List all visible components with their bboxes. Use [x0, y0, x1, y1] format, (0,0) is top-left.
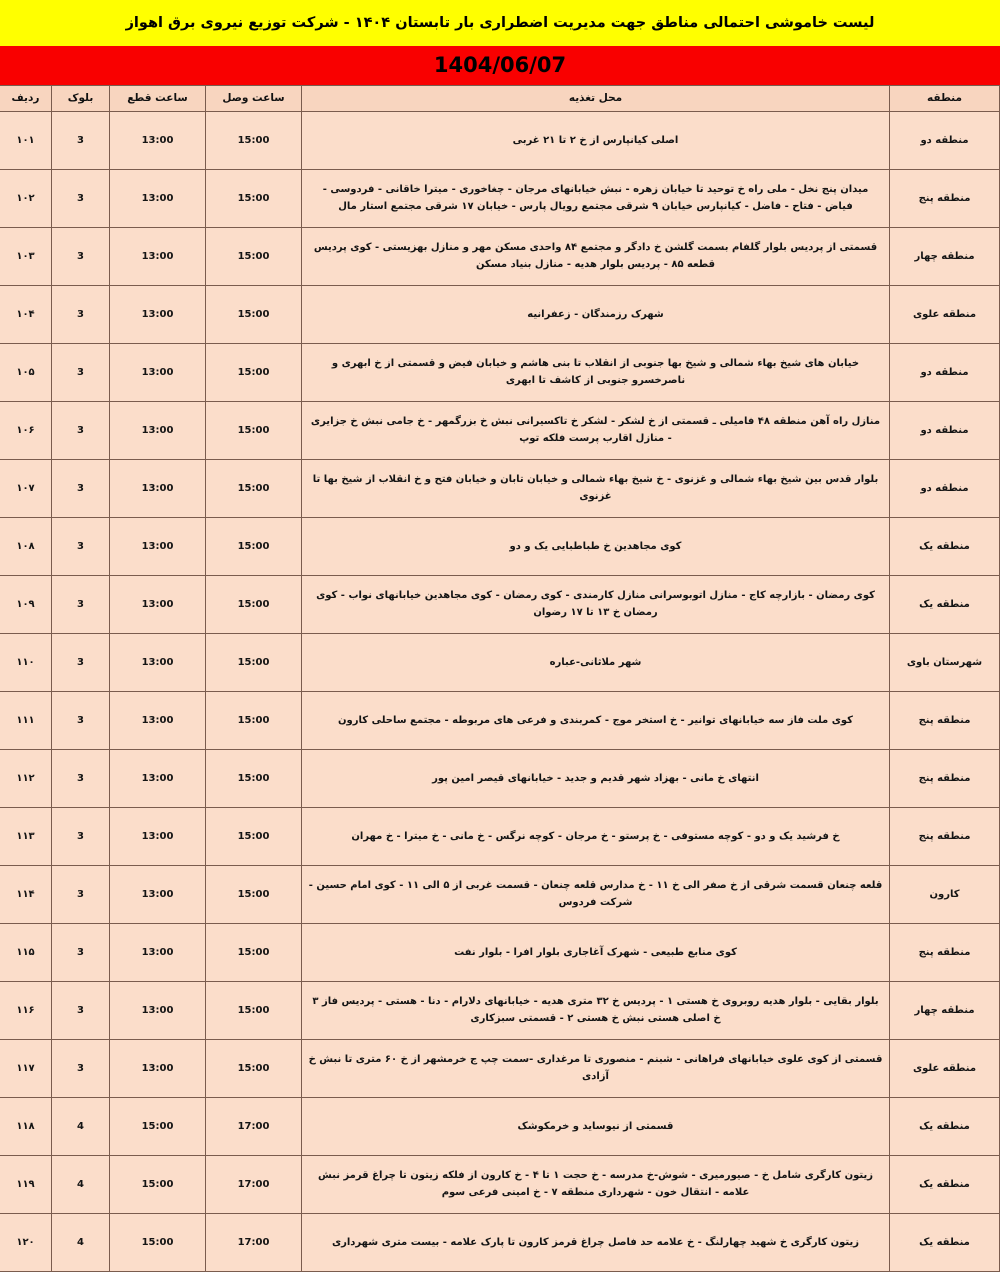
cell-radif: ۱۱۹ [0, 1155, 52, 1213]
cell-radif: ۱۰۲ [0, 169, 52, 227]
cell-ghat: 13:00 [110, 807, 206, 865]
cell-mantaghe: منطقه علوی [890, 285, 1000, 343]
cell-ghat: 13:00 [110, 633, 206, 691]
cell-ghat: 13:00 [110, 401, 206, 459]
cell-vasl: 15:00 [206, 633, 302, 691]
cell-radif: ۱۱۸ [0, 1097, 52, 1155]
cell-blok: 3 [52, 169, 110, 227]
cell-mahal: بلوار قدس بین شیخ بهاء شمالی و غزنوی - خ شیخ بهاء شمالی و خیابان تابان و خیابان فتح و خ انقلاب از شیخ بها تا غزنوی [302, 459, 890, 517]
cell-mantaghe: منطقه دو [890, 401, 1000, 459]
cell-mantaghe: منطقه پنج [890, 807, 1000, 865]
page-title: لیست خاموشی احتمالی مناطق جهت مدیریت اضطراری بار تابستان ۱۴۰۴ - شرکت توزیع نیروی برق اهواز [125, 15, 875, 31]
cell-vasl: 15:00 [206, 343, 302, 401]
column-header-blok: بلوک [52, 85, 110, 111]
schedule-date: 1404/06/07 [433, 52, 567, 77]
cell-blok: 3 [52, 575, 110, 633]
cell-radif: ۱۱۱ [0, 691, 52, 749]
cell-blok: 4 [52, 1155, 110, 1213]
cell-mantaghe: منطقه یک [890, 1155, 1000, 1213]
table-row [0, 575, 1000, 633]
table-row [0, 1097, 1000, 1155]
cell-mantaghe: منطقه یک [890, 517, 1000, 575]
cell-radif: ۱۱۷ [0, 1039, 52, 1097]
cell-mahal: شهرک رزمندگان - زعفرانیه [302, 285, 890, 343]
cell-blok: 3 [52, 1039, 110, 1097]
cell-mahal: زیتون کارگری شامل خ - صیورمیری - شوش-خ مدرسه - خ حجت ۱ تا ۴ - خ کارون از فلکه زیتون تا چراغ قرمز نبش علامه - انتقال خون - شهرداری منطقه ۷ - خ امینی فرعی سوم [302, 1155, 890, 1213]
cell-blok: 3 [52, 227, 110, 285]
cell-vasl: 15:00 [206, 1039, 302, 1097]
cell-ghat: 13:00 [110, 459, 206, 517]
cell-mantaghe: منطقه یک [890, 575, 1000, 633]
cell-mahal: خ فرشید یک و دو - کوچه مستوفی - خ پرستو - خ مرجان - کوچه نرگس - خ مانی - خ میترا - خ مهران [302, 807, 890, 865]
cell-mantaghe: منطقه یک [890, 1097, 1000, 1155]
cell-blok: 3 [52, 749, 110, 807]
cell-radif: ۱۱۰ [0, 633, 52, 691]
outage-table [0, 85, 1000, 1272]
table-row [0, 1213, 1000, 1271]
table-row [0, 111, 1000, 169]
cell-vasl: 15:00 [206, 807, 302, 865]
cell-blok: 3 [52, 285, 110, 343]
cell-mantaghe: منطقه پنج [890, 169, 1000, 227]
cell-mahal: منازل راه آهن منطقه ۴۸ فامیلی ـ قسمتی از خ لشکر - لشکر خ تاکسیرانی نبش خ بزرگمهر - خ جامی نبش خ جزایری - منازل اقارب پرست فلکه توپ [302, 401, 890, 459]
cell-ghat: 13:00 [110, 923, 206, 981]
cell-vasl: 15:00 [206, 981, 302, 1039]
table-row [0, 981, 1000, 1039]
column-header-mahal: محل تغذیه [302, 85, 890, 111]
cell-mantaghe: منطقه پنج [890, 691, 1000, 749]
cell-blok: 3 [52, 633, 110, 691]
cell-mantaghe: کارون [890, 865, 1000, 923]
cell-vasl: 15:00 [206, 401, 302, 459]
cell-vasl: 17:00 [206, 1155, 302, 1213]
cell-vasl: 15:00 [206, 691, 302, 749]
cell-radif: ۱۰۹ [0, 575, 52, 633]
cell-vasl: 17:00 [206, 1097, 302, 1155]
cell-vasl: 15:00 [206, 923, 302, 981]
cell-ghat: 15:00 [110, 1155, 206, 1213]
cell-mahal: قسمتی از پردیس بلوار گلفام بسمت گلشن خ دادگر و مجتمع ۸۴ واحدی مسکن مهر و منازل بهزیستی - کوی پردیس قطعه ۸۵ - پردیس بلوار هدیه - منازل بنیاد مسکن [302, 227, 890, 285]
cell-mahal: قلعه چنعان قسمت شرقی از خ صفر الی خ ۱۱ - خ مدارس قلعه چنعان - قسمت غربی از ۵ الی ۱۱ - کوی امام حسین - شرکت فردوس [302, 865, 890, 923]
cell-radif: ۱۱۴ [0, 865, 52, 923]
table-row [0, 459, 1000, 517]
cell-radif: ۱۲۰ [0, 1213, 52, 1271]
cell-blok: 3 [52, 111, 110, 169]
cell-vasl: 17:00 [206, 1213, 302, 1271]
cell-radif: ۱۱۵ [0, 923, 52, 981]
cell-vasl: 15:00 [206, 169, 302, 227]
cell-ghat: 15:00 [110, 1213, 206, 1271]
cell-mahal: کوی ملت فاز سه خیابانهای توانیر - خ استخر موج - کمربندی و فرعی های مربوطه - مجتمع ساحلی کارون [302, 691, 890, 749]
cell-radif: ۱۰۶ [0, 401, 52, 459]
cell-ghat: 13:00 [110, 111, 206, 169]
column-header-vasl: ساعت وصل [206, 85, 302, 111]
cell-mantaghe: شهرستان باوی [890, 633, 1000, 691]
cell-blok: 3 [52, 923, 110, 981]
cell-ghat: 13:00 [110, 285, 206, 343]
cell-mantaghe: منطقه دو [890, 343, 1000, 401]
table-row [0, 169, 1000, 227]
cell-vasl: 15:00 [206, 111, 302, 169]
cell-radif: ۱۰۸ [0, 517, 52, 575]
cell-mahal: خیابان های شیخ بهاء شمالی و شیخ بها جنوبی از انقلاب تا بنی هاشم و خیابان فیض و قسمتی از خ ابهری و ناصرخسرو جنوبی از کاشف تا ابهری [302, 343, 890, 401]
table-row [0, 749, 1000, 807]
cell-ghat: 13:00 [110, 691, 206, 749]
cell-blok: 3 [52, 865, 110, 923]
cell-mantaghe: منطقه دو [890, 111, 1000, 169]
cell-ghat: 13:00 [110, 517, 206, 575]
cell-blok: 3 [52, 691, 110, 749]
cell-blok: 4 [52, 1213, 110, 1271]
cell-mantaghe: منطقه دو [890, 459, 1000, 517]
date-banner [0, 46, 1000, 85]
column-header-ghat: ساعت قطع [110, 85, 206, 111]
cell-radif: ۱۱۶ [0, 981, 52, 1039]
cell-mantaghe: منطقه یک [890, 1213, 1000, 1271]
cell-ghat: 13:00 [110, 227, 206, 285]
cell-ghat: 13:00 [110, 575, 206, 633]
table-row [0, 691, 1000, 749]
cell-blok: 3 [52, 459, 110, 517]
table-row [0, 227, 1000, 285]
cell-mahal: شهر ملاثانی-عباره [302, 633, 890, 691]
cell-mantaghe: منطقه علوی [890, 1039, 1000, 1097]
cell-vasl: 15:00 [206, 575, 302, 633]
table-row [0, 343, 1000, 401]
cell-blok: 3 [52, 343, 110, 401]
cell-vasl: 15:00 [206, 865, 302, 923]
cell-radif: ۱۰۳ [0, 227, 52, 285]
table-row [0, 807, 1000, 865]
cell-vasl: 15:00 [206, 459, 302, 517]
table-row [0, 517, 1000, 575]
cell-vasl: 15:00 [206, 749, 302, 807]
cell-mahal: کوی رمضان - بازارچه کاج - منازل اتوبوسرانی منازل کارمندی - کوی رمضان - کوی مجاهدین خیابانهای نواب - کوی رمضان خ ۱۳ تا ۱۷ رضوان [302, 575, 890, 633]
cell-blok: 4 [52, 1097, 110, 1155]
cell-vasl: 15:00 [206, 517, 302, 575]
cell-blok: 3 [52, 517, 110, 575]
table-row [0, 285, 1000, 343]
cell-ghat: 15:00 [110, 1097, 206, 1155]
cell-ghat: 13:00 [110, 1039, 206, 1097]
table-row [0, 1039, 1000, 1097]
cell-mahal: قسمتی از کوی علوی خیابانهای فراهانی - شبنم - منصوری تا مرغداری -سمت چپ ج خرمشهر از خ ۶۰ متری تا نبش خ آزادی [302, 1039, 890, 1097]
table-body [0, 111, 1000, 1271]
table-row [0, 865, 1000, 923]
cell-radif: ۱۰۷ [0, 459, 52, 517]
cell-ghat: 13:00 [110, 749, 206, 807]
cell-radif: ۱۱۲ [0, 749, 52, 807]
table-header-row [0, 85, 1000, 111]
cell-mantaghe: منطقه چهار [890, 227, 1000, 285]
cell-mahal: بلوار بقایی - بلوار هدیه روبروی خ هستی ۱ - پردیس خ ۳۲ متری هدیه - خیابانهای دلارام - دنا - هستی - پردیس فاز ۳ خ اصلی هستی نبش خ هستی ۲ - قسمتی سبزکاری [302, 981, 890, 1039]
cell-radif: ۱۱۳ [0, 807, 52, 865]
table-row [0, 633, 1000, 691]
cell-ghat: 13:00 [110, 169, 206, 227]
cell-mantaghe: منطقه چهار [890, 981, 1000, 1039]
cell-radif: ۱۰۴ [0, 285, 52, 343]
cell-mantaghe: منطقه پنج [890, 749, 1000, 807]
title-banner [0, 0, 1000, 46]
table-row [0, 401, 1000, 459]
cell-vasl: 15:00 [206, 285, 302, 343]
cell-vasl: 15:00 [206, 227, 302, 285]
cell-mahal: انتهای خ مانی - بهزاد شهر قدیم و جدید - خیابانهای قیصر امین پور [302, 749, 890, 807]
column-header-radif: ردیف [0, 85, 52, 111]
cell-ghat: 13:00 [110, 343, 206, 401]
cell-ghat: 13:00 [110, 981, 206, 1039]
cell-blok: 3 [52, 981, 110, 1039]
column-header-mantaghe: منطقه [890, 85, 1000, 111]
cell-radif: ۱۰۵ [0, 343, 52, 401]
table-row [0, 1155, 1000, 1213]
cell-mahal: کوی مجاهدین خ طباطبایی یک و دو [302, 517, 890, 575]
cell-mahal: زیتون کارگری خ شهید چهارلنگ - خ علامه حد فاصل چراغ قرمز کارون تا پارک علامه - بیست متری شهرداری [302, 1213, 890, 1271]
cell-mahal: کوی منابع طبیعی - شهرک آغاجاری بلوار افرا - بلوار نفت [302, 923, 890, 981]
cell-blok: 3 [52, 807, 110, 865]
cell-ghat: 13:00 [110, 865, 206, 923]
cell-mantaghe: منطقه پنج [890, 923, 1000, 981]
table-header [0, 85, 1000, 111]
cell-mahal: اصلی کیانپارس از خ ۲ تا ۲۱ غربی [302, 111, 890, 169]
table-row [0, 923, 1000, 981]
cell-radif: ۱۰۱ [0, 111, 52, 169]
cell-blok: 3 [52, 401, 110, 459]
cell-mahal: میدان پنج نخل - ملی راه خ توحید تا خیابان زهره - نبش خیابانهای مرجان - چغاخوری - میترا خاقانی - فردوسی - فیاض - فتاح - فاضل - کیانپارس خیابان ۹ شرقی مجتمع رویال پارس - خیابان ۱۷ شرقی مجتمع استار مال [302, 169, 890, 227]
cell-mahal: قسمتی از نیوساید و خرمکوشک [302, 1097, 890, 1155]
